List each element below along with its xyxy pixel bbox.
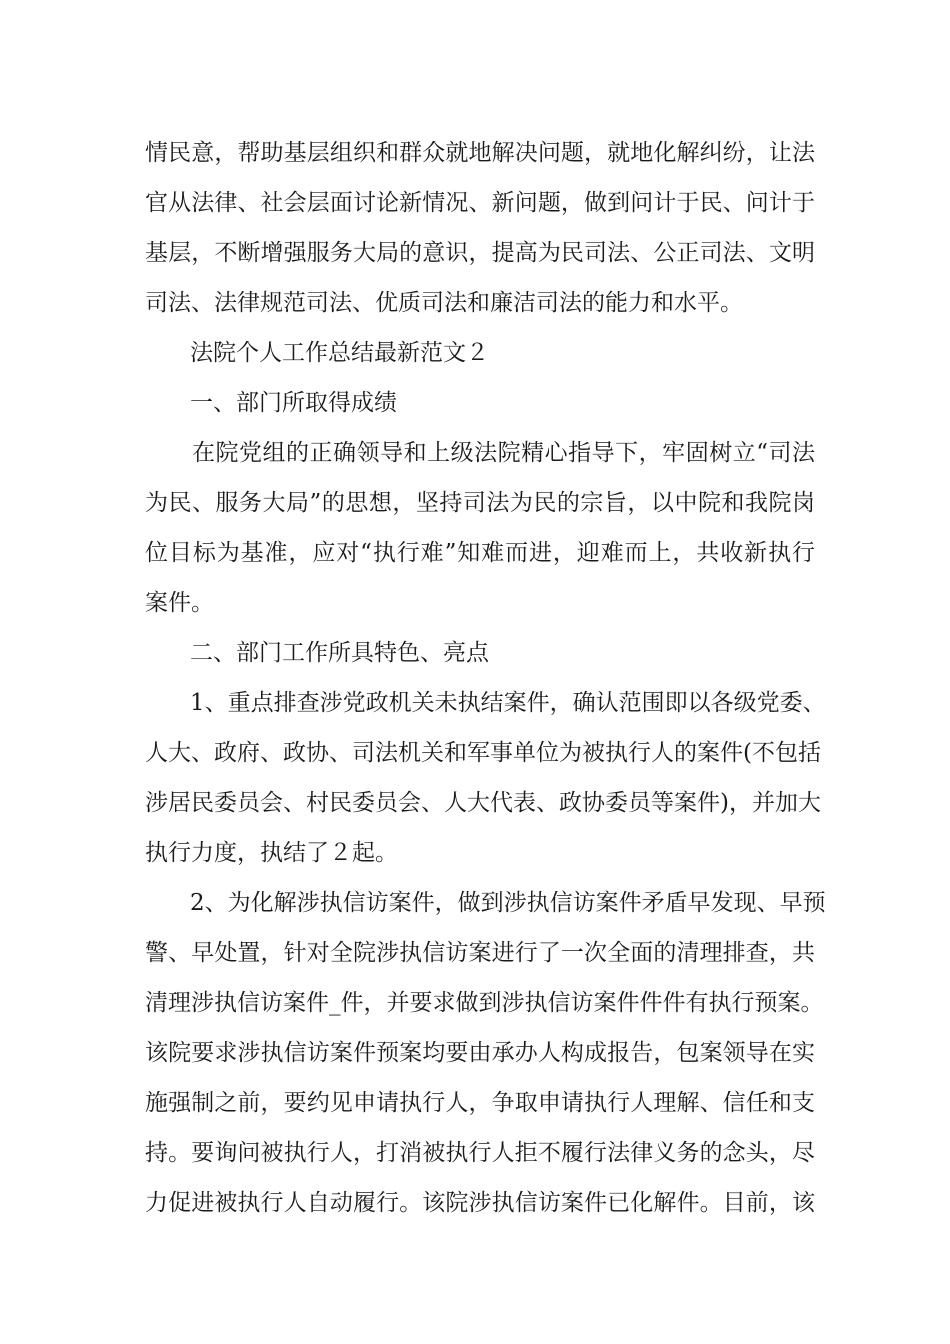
- paragraph-line: 施强制之前，要约见申请执行人，争取申请执行人理解、信任和支: [145, 1090, 815, 1116]
- paragraph-line: 执行力度，执结了２起。: [145, 840, 398, 866]
- paragraph-line: 情民意，帮助基层组织和群众就地解决问题，就地化解纠纷，让法: [145, 140, 815, 166]
- paragraph-line: 在院党组的正确领导和上级法院精心指导下，牢固树立“司法: [192, 440, 815, 466]
- section-heading: 一、部门所取得成绩: [190, 390, 397, 416]
- paragraph-line: 官从法律、社会层面讨论新情况、新问题，做到问计于民、问计于: [145, 190, 815, 216]
- paragraph-line: 力促进被执行人自动履行。该院涉执信访案件已化解件。目前，该: [145, 1190, 815, 1216]
- paragraph-line: 位目标为基准，应对“执行难”知难而进，迎难而上，共收新执行: [145, 540, 815, 566]
- paragraph-line: 案件。: [145, 590, 214, 616]
- section-heading: 二、部门工作所具特色、亮点: [190, 640, 489, 666]
- paragraph-line: 2、为化解涉执信访案件，做到涉执信访案件矛盾早发现、早预: [190, 890, 826, 916]
- paragraph-line: 警、早处置，针对全院涉执信访案进行了一次全面的清理排查，共: [145, 940, 815, 966]
- paragraph-line: 该院要求涉执信访案件预案均要由承办人构成报告，包案领导在实: [145, 1040, 815, 1066]
- paragraph-line: 人大、政府、政协、司法机关和军事单位为被执行人的案件(不包括: [145, 740, 821, 766]
- paragraph-line: 涉居民委员会、村民委员会、人大代表、政协委员等案件)，并加大: [145, 790, 821, 816]
- paragraph-line: 清理涉执信访案件_件，并要求做到涉执信访案件件件有执行预案。: [145, 990, 824, 1016]
- paragraph-line: 持。要询问被执行人，打消被执行人拒不履行法律义务的念头，尽: [145, 1140, 815, 1166]
- paragraph-line: 司法、法律规范司法、优质司法和廉洁司法的能力和水平。: [145, 290, 743, 316]
- paragraph-line: 为民、服务大局”的思想，坚持司法为民的宗旨，以中院和我院岗: [145, 490, 815, 516]
- paragraph-line: 1、重点排查涉党政机关未执结案件，确认范围即以各级党委、: [190, 690, 826, 716]
- paragraph-line: 基层，不断增强服务大局的意识，提高为民司法、公正司法、文明: [145, 240, 815, 266]
- section-title: 法院个人工作总结最新范文２: [190, 340, 489, 366]
